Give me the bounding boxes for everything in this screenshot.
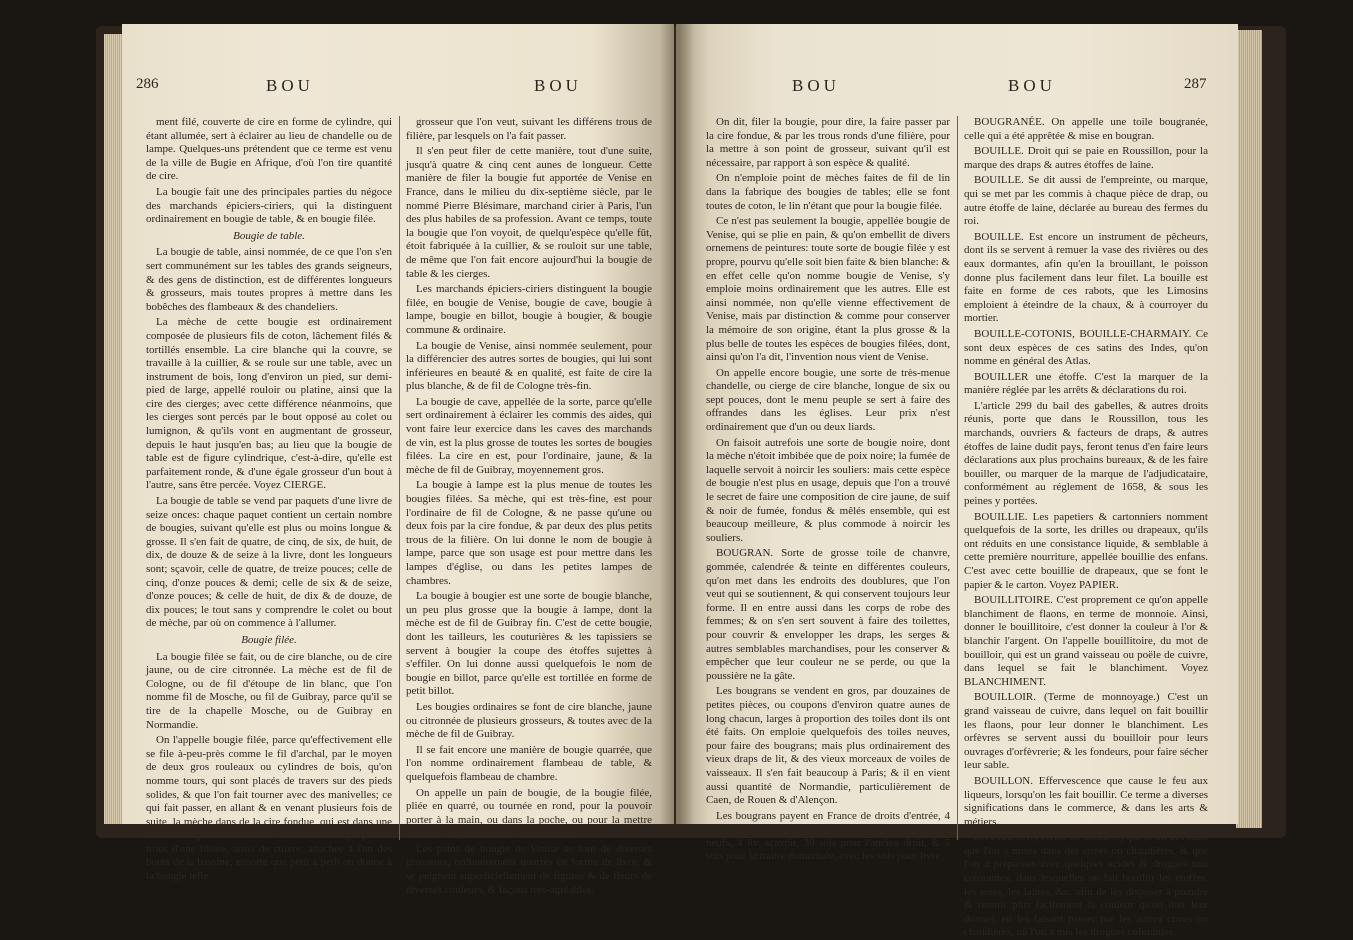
running-head-right-1: BOU xyxy=(792,76,840,95)
paragraph: BOUILLE. Se dit aussi de l'empreinte, ou marque, qui se met par les commis à chaque pièce de drap, ou autre étoffe de laine, déclarée au bureau des fermes du roi. xyxy=(964,174,1208,228)
column-rule-right xyxy=(957,116,958,840)
running-head-left-1: BOU xyxy=(266,76,314,95)
paragraph: Ce n'est pas seulement la bougie, appellée bougie de Venise, qui se plie en pain, & qu'on embellit de divers ornemens de peintures: toute sorte de bougie filée y est propre, pourvu qu'elle soit bien faite & bien blanche: & en effet celle qu'on nomme bougie de Venise, s'y emploie moins ordinairement que les autres. Elle est ainsi nommée, non qu'elle vienne effectivement de Venise, mais par distinction & comme pour conserver la mémoire de son origine, étant la plus grosse & la plus belle de toutes les espèces de bougies filées, dont, ainsi qu'on l'a dit, l'invention nous vient de Venise. xyxy=(706,215,950,364)
page-edges-right xyxy=(1236,30,1262,828)
paragraph: BOUILLE. Droit qui se paie en Roussillon, pour la marque des draps & autres étoffes de laine. xyxy=(964,145,1208,171)
paragraph: BOUILLER une étoffe. C'est la marquer de la manière réglée par les arrêts & déclarations du roi. xyxy=(964,370,1208,397)
paragraph: La bougie à bougier est une sorte de bougie blanche, un peu plus grosse que la bougie à lampe, dont la mèche est de fil de Guibray fin. C'est de cette bougie, dont les tailleurs, les couturières & les tapissiers se servent à bougier la coupe des étoffes sujettes à s'effiler. On lui donne aussi quelquefois le nom de bougie en billot, parce qu'elle est tortillée en forme de petit billot. xyxy=(406,590,652,698)
running-head-right-2: BOU xyxy=(1008,76,1056,95)
paragraph: grosseur que l'on veut, suivant les différens trous de filière, par lesquels on l'a fait passer. xyxy=(406,116,652,142)
paragraph: Il se fait encore une manière de bougie quarrée, que l'on nomme ordinairement flambeau de table, & quelquefois flambeau de chambre. xyxy=(406,743,652,783)
paragraph: On l'appelle bougie filée, parce qu'effectivement elle se file à-peu-près comme le fil d'archal, par le moyen de deux gros rouleaux ou cylindres de bois, qu'on nomme tours, qui sont placés de travers sur des pieds solides, & que l'on fait tourner avec des manivelles; ce qui fait passer, en allant & en venant plusieurs fois de suite, la mèche dans de la cire fondue, qui est dans une bassine ou poële de cuivre, & en même-temps par les trous d'une filière, aussi de cuivre, attachée à l'un des bouts de la bassine; ensorte que petit à petit on donne à la bougie telle xyxy=(146,734,392,883)
paragraph: Les bougrans payent en France de droits d'entrée, 4 liv. 10 sols du cent pesant; & de sortie, cent vieux que neufs, 4 liv. sçavoir, 30 sols pour l'ancien droit, & 5 sols pour la traitte domaniale, avec les sols pour livre. xyxy=(706,809,950,863)
right-page-column-1 xyxy=(706,116,950,863)
paragraph: BOUILLITOIRE. C'est proprement ce qu'on appelle blanchiment de flaons, en terme de monnoie. Ainsi, donner le bouillitoire, c'est donner la couleur à l'or & blanchir l'argent. On l'appelle bouillitoire, du mot de bouilloir, qui est un grand vaisseau ou poële de cuivre, dans lequel se fait le blanchiment. Voyez BLANCHIMENT. xyxy=(964,594,1208,688)
paragraph: On appelle encore bougie, une sorte de très-menue chandelle, ou cierge de cire blanche, longue de six ou sept pouces, dont le menu peuple se sert à faire des offrandes dans les églises. Leur prix n'est ordinairement que d'un ou deux liards. xyxy=(706,366,950,434)
paragraph: ment filé, couverte de cire en forme de cylindre, qui étant allumée, sert à éclairer au lieu de chandelle ou de lampe. Quelques-uns prétendent que ce terme est venu de la ville de Bugie en Afrique, d'où l'on tire quantité de cire. xyxy=(146,116,392,183)
paragraph: Les marchands épiciers-ciriers distinguent la bougie filée, en bougie de Venise, bougie de cave, bougie à lampe, bougie en billot, bougie à bougier, & bougie commune & ordinaire. xyxy=(406,283,652,336)
paragraph: La bougie à lampe est la plus menue de toutes les bougies filées. Sa mèche, qui est très-fine, est pour l'ordinaire de fil de Cologne, & ne passe qu'une ou deux fois par la cire fondue, & par deux des plus petits trous de la filière. On lui donne le nom de bougie à lampe, parce que son usage est pour mettre dans les lampes d'église, ou dans les petites lampes de chambres. xyxy=(406,479,652,587)
running-head-left-2: BOU xyxy=(534,76,582,95)
paragraph: Les bougies ordinaires se font de cire blanche, jaune ou citronnée de plusieurs grosseurs, & toutes avec de la mèche de fil de Guibray. xyxy=(406,700,652,741)
paragraph: La bougie de Venise, ainsi nommée seulement, pour la différencier des autres sortes de bougies, qui lui sont inférieures en beauté & en qualité, est faite de cire la plus blanche, & de fil de Cologne très-fin. xyxy=(406,339,652,393)
left-page-column-2 xyxy=(406,116,652,896)
column-rule-left xyxy=(399,116,400,840)
left-page xyxy=(122,24,674,896)
paragraph: La bougie de table, ainsi nommée, de ce que l'on s'en sert communément sur les tables des grands seigneurs, & des gens de distinction, est de différentes longueurs & grosseurs, mais toutes propres à mettre dans les bobêches des flambeaux & des chandeliers. xyxy=(146,246,392,313)
paragraph: On faisoit autrefois une sorte de bougie noire, dont la mèche n'étoit imbibée que de poix noire; la fumée de laquelle servoit à noircir les souliers: mais cette espèce de bougie n'est plus en usage, depuis que l'on a trouvé le secret de faire une composition de cire jaune, de suif & noir de fumée, fondus & mêlés ensemble, qui est beaucoup meilleure, & plus commode à noircir les souliers. xyxy=(706,436,950,544)
paragraph: BOUILLE. Est encore un instrument de pêcheurs, dont ils se servent à remuer la vase des rivières ou des eaux dormantes, afin qu'en la brouillant, le poisson donne plus facilement dans leur filet. La bouille est faite en forme de ces rabots, que les Limosins emploient à éteindre de la chaux, & à courroyer du mortier. xyxy=(964,230,1208,325)
paragraph: Les bougrans se vendent en gros, par douzaines de petites pièces, ou coupons d'environ quatre aunes de long chacun, larges à proportion des toiles dont ils ont été faits. On emploie quelquefois des toiles neuves, pour faire des bougrans; mais plus ordinairement des vieux draps de lit, & des vieux morceaux de voiles de vaisseaux. Il s'en fait beaucoup à Paris; & il en vient aussi quantité de Normandie, particulièrement de Caen, de Rouen & d'Alençon. xyxy=(706,685,950,807)
paragraph: L'article 299 du bail des gabelles, & autres droits réunis, porte que dans le Roussillon, tous les marchands, ouvriers & facteurs de draps, & autres étoffes de laine dudit pays, feront tenus d'en faire leurs déclarations aux plus prochains bureaux, & de les faire bouiller, ou marquer de la marque de l'adjudicataire, conformément au réglement de 1658, & sous les peines y portées. xyxy=(964,399,1208,508)
paragraph: BOUILLON. (Terme de teinture.) qui se dit des eaux que l'on a mises dans des cuves ou chaudières, & que l'on a préparées avec quelques acides & drogues non colorantes, dans lesquelles on fait bouillir les étoffes, les soies, les laines, &c. afin de les disposer à prendre & retenir plus facilement la couleur qu'on doit leur donner, en les faisant passer par les autres cuves ou chaudières, où l'on a mis les drogues colorantes. xyxy=(964,831,1208,939)
right-page xyxy=(676,24,1238,939)
paragraph: On dit, filer la bougie, pour dire, la faire passer par la cire fondue, & par les trous ronds d'une filière, pour la mettre à son point de grosseur, suivant qu'il est nécessaire, par rapport à son espèce & qualité. xyxy=(706,116,950,169)
right-page-column-2 xyxy=(964,116,1208,939)
paragraph: On n'emploie point de mèches faites de fil de lin dans la fabrique des bougies de tables; elle se font toutes de coton, le lin n'étant que pour la bougie filée. xyxy=(706,172,950,212)
paragraph: La bougie filée se fait, ou de cire blanche, ou de cire jaune, ou de cire citronnée. La mèche est de fil de Cologne, ou de fil d'étoupe de lin blanc, que l'on nomme fil de Mosche, ou fil de Guibray, parce qu'il se tire de la chapelle Mosche, ou de Guibray en Normandie. xyxy=(146,650,392,731)
paragraph: BOUILLIE. Les papetiers & cartonniers nomment quelquefois de la sorte, les drilles ou drapeaux, qu'ils ont réduits en une consistance liquide, & semblable à cette première nourriture, appellée bouillie des enfans. C'est avec cette bouillie de drapeaux, que se font le papier & le carton. Voyez PAPIER. xyxy=(964,510,1208,591)
paragraph: Il s'en peut filer de cette manière, tout d'une suite, jusqu'à quatre & cinq cent aunes de longueur. Cette manière de filer la bougie fut apportée de Venise en France, dans le milieu du dix-septième siècle, par le nommé Pierre Blésimare, marchand cirier à Paris, l'un des plus habiles de sa profession. Avant ce temps, toute la bougie que l'on voyoit, de quelqu'espèce qu'elle fût, étoit fabriquée à la cuillier, & se rouloit sur une table, de même que l'on fait encore aujourd'hui la bougie de table & les cierges. xyxy=(406,145,652,280)
paragraph: La bougie de cave, appellée de la sorte, parce qu'elle sert ordinairement à éclairer les commis des aides, qui vont faire leur exercice dans les caves des marchands de vin, est la plus grosse de toutes les sortes de bougies filées. La cire en est, pour l'ordinaire, jaune, & la mèche de fil de Guibray, moyennement gros. xyxy=(406,395,652,476)
paragraph: BOUGRAN. Sorte de grosse toile de chanvre, gommée, calendrée & teinte en différentes couleurs, qu'on met dans les endroits des doublures, que l'on veut qui se soutiennent, & qui conservent toujours leur forme. Il en entre aussi dans les corps de robe des femmes; & on s'en sert souvent à faire des toilettes, pour couvrir & envelopper les draps, les serges & autres semblables marchandises, pour les conserver & empêcher que leur couleur ne se perde, ou que la poussière ne la gâte. xyxy=(706,547,950,682)
paragraph: La bougie fait une des principales parties du négoce des marchands épiciers-ciriers, qui la distinguent ordinairement en bougie de table, & en bougie filée. xyxy=(146,185,392,226)
paragraph: On appelle un pain de bougie, de la bougie filée, pliée en quarré, ou tournée en rond, pour la pouvoir porter à la main, ou dans la poche, ou pour la mettre dans un bougeoir avec plus de facilité. xyxy=(406,786,652,840)
page-number-left: 286 xyxy=(136,76,159,92)
section-heading: Bougie de table. xyxy=(233,229,305,242)
paragraph: BOUILLOIR. (Terme de monnoyage.) C'est un grand vaisseau de cuivre, dans lequel on fait bouillir les flaons, pour leur donner le blanchiment. Les orfèvres se servent aussi du bouilloir pour leurs ouvrages d'orfèvrerie; & les fondeurs, pour faire sécher leur sable. xyxy=(964,691,1208,772)
section-heading: Bougie filée. xyxy=(241,633,297,646)
paragraph: Les pains de bougie de Venise se font de diverses grosseurs, ordinairement quarrés en forme de livre, & se peignent superficiellement de figures & de fleurs de diverses couleurs, & façons très-agréables. xyxy=(406,842,652,896)
paragraph: La bougie de table se vend par paquets d'une livre de seize onces: chaque paquet contient un certain nombre de bougies, suivant qu'elle est plus ou moins longue & grosse. Il s'en fait de quatre, de cinq, de six, de huit, de dix, de douze & de seize à la livre, dont les longueurs sont; sçavoir, celle de quatre, de treize pouces; celle de cinq, d'onze pouces & demi; celle de six & de seize, d'onze pouces; & celle de huit, de dix & de douze, de dix pouces; le tout sans y comprendre le colet ou bout de mèche, par où on commence à l'allumer. xyxy=(146,495,392,630)
paragraph: BOUGRANÉE. On appelle une toile bougranée, celle qui a été apprêtée & mise en bougran. xyxy=(964,116,1208,142)
left-page-column-1 xyxy=(146,116,392,883)
paragraph: BOUILLE-COTONIS, BOUILLE-CHARMAIY. Ce sont deux espèces de ces satins des Indes, qu'on nomme en général des Atlas. xyxy=(964,327,1208,368)
paragraph: BOUILLON. Effervescence que cause le feu aux liqueurs, lorsqu'on les fait bouillir. Ce terme a diverses significations dans le commerce, & dans les arts & métiers. xyxy=(964,774,1208,828)
page-number-right: 287 xyxy=(1184,76,1207,92)
book-gutter xyxy=(660,24,694,824)
paragraph: La mèche de cette bougie est ordinairement composée de plusieurs fils de coton, lâchement filés & tortillés ensemble. La cire blanche qui la couvre, se travaille à la cuillier, & se roule sur une table, avec un instrument de bois, long d'environ un pied, sur demi-pied de large, appellé rouloir ou platine, ainsi que la cire des cierges; avec cette différence néanmoins, que les cierges sont percés par le bout opposé au colet ou lumignon, & qu'ils vont en augmentant de grosseur, depuis le haut jusqu'en bas; au lieu que la bougie de table est de figure cylindrique, c'est-à-dire, qu'elle est parfaitement ronde, & d'une égale grosseur d'un bout à l'autre, sans être percée. Voyez CIERGE. xyxy=(146,316,392,492)
